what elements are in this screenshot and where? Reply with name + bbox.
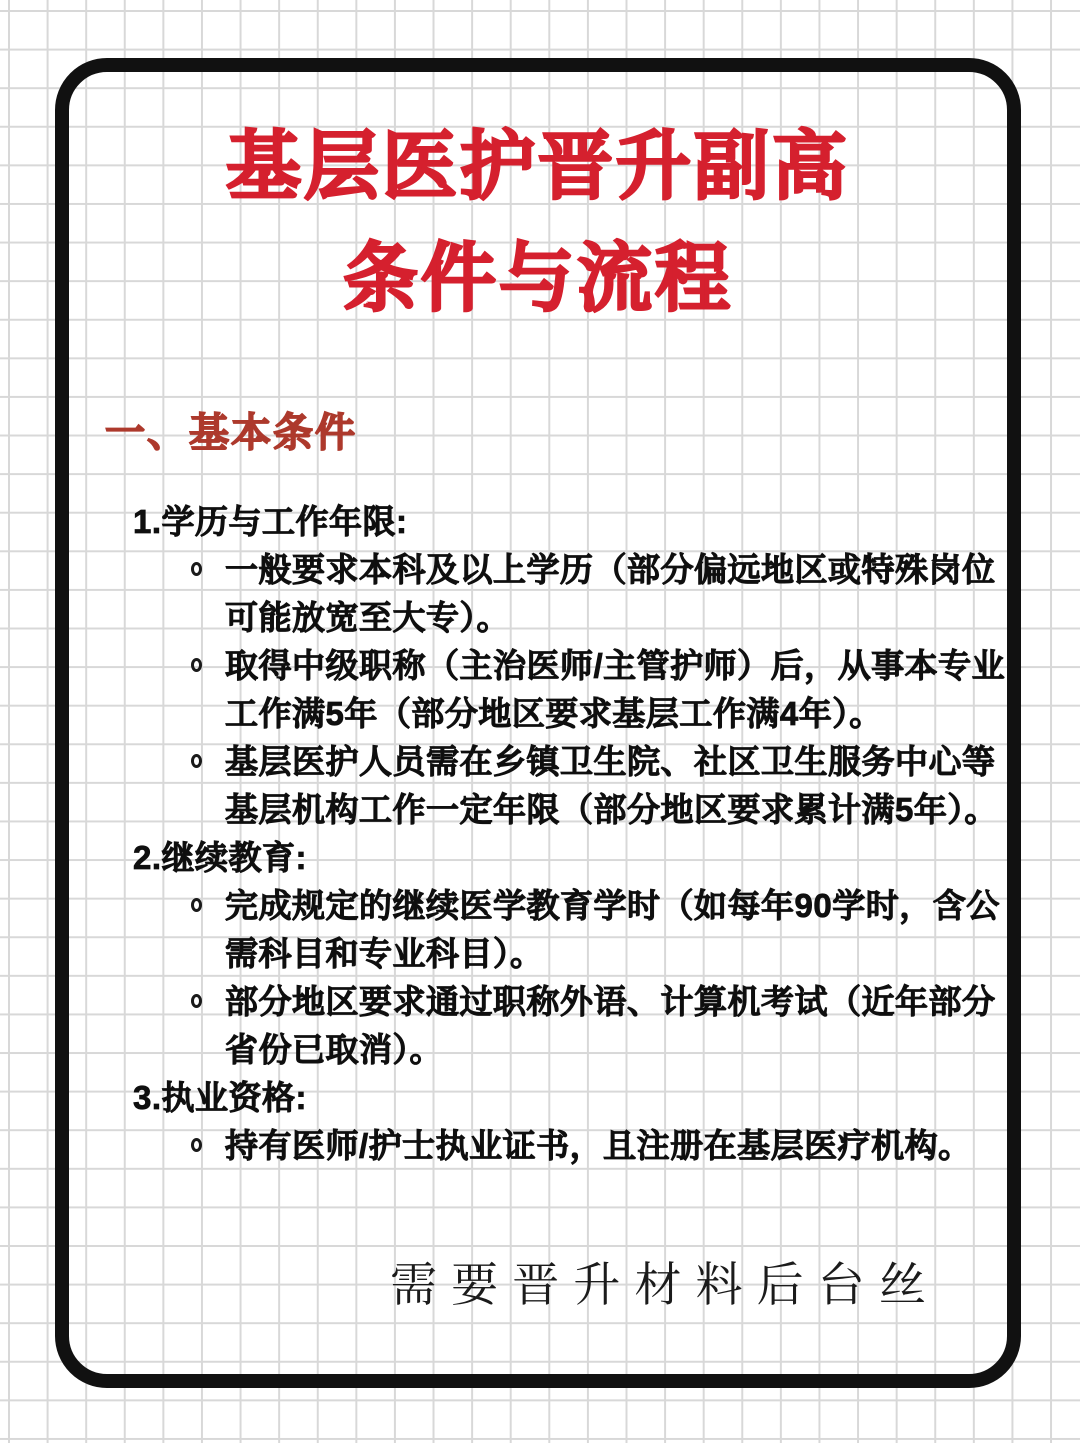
poster-title [69,110,1007,334]
item-practice-qualification [69,1074,1007,1170]
circle-bullet-icon [191,898,202,912]
poster-card [55,58,1021,1388]
bullet-text: 基层医护人员需在乡镇卫生院、社区卫生服务中心等基层机构工作一定年限（部分地区要求累计满5年）。 [225,743,998,828]
bullet-text: 一般要求本科及以上学历（部分偏远地区或特殊岗位可能放宽至大专）。 [225,551,996,636]
bullet-item [225,642,1019,738]
bullet-item [225,882,1019,978]
circle-bullet-icon [191,754,202,768]
circle-bullet-icon [191,1138,202,1152]
circle-bullet-icon [191,562,202,576]
bullet-item [225,978,1019,1074]
circle-bullet-icon [191,994,202,1008]
circle-bullet-icon [191,658,202,672]
title-line-2: 条件与流程 [342,236,733,320]
title-line-1: 基层医护晋升副高 [225,124,850,208]
bullet-item [225,738,1019,834]
conditions-list [69,498,1007,1170]
item-education-and-years [69,498,1007,834]
bullet-item [225,1122,1019,1170]
section-heading-basic-conditions: 一、基本条件 [105,411,357,455]
footer-handwritten-note: 需要晋升材料后台丝 [390,1258,940,1313]
item-2-label: 2.继续教育: [133,839,308,876]
item-1-label: 1.学历与工作年限: [133,503,408,540]
bullet-item [225,546,1019,642]
bullet-text: 持有医师/护士执业证书，且注册在基层医疗机构。 [225,1127,972,1164]
item-continuing-education [69,834,1007,1074]
bullet-text: 取得中级职称（主治医师/主管护师）后，从事本专业工作满5年（部分地区要求基层工作满4年）。 [225,647,1006,732]
bullet-text: 部分地区要求通过职称外语、计算机考试（近年部分省份已取消）。 [225,983,996,1068]
bullet-text: 完成规定的继续医学教育学时（如每年90学时，含公需科目和专业科目）。 [225,887,1000,972]
item-3-label: 3.执业资格: [133,1079,308,1116]
